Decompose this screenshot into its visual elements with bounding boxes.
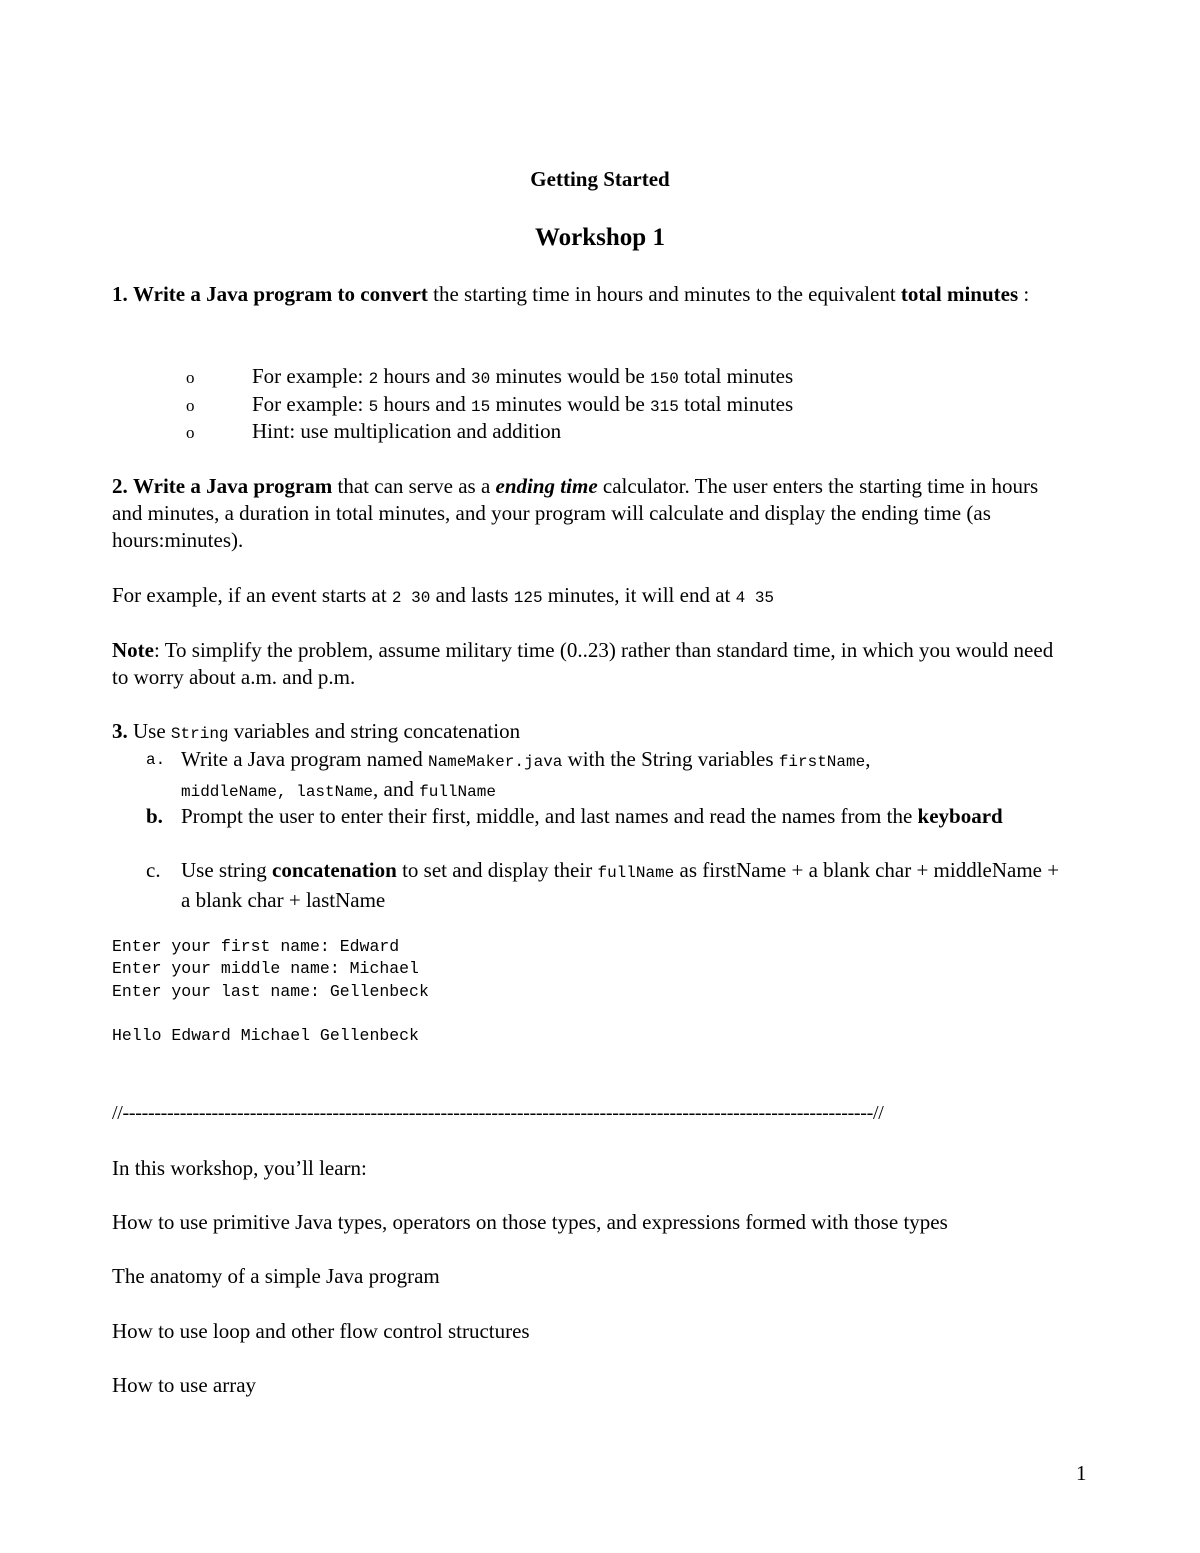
example-text: minutes, it will end at xyxy=(542,583,736,607)
item-text: as firstName + a blank char + middleName + a blank char + lastName xyxy=(181,858,1060,912)
q2-text: calculator. The user enters the starting time in hours and minutes, a duration in total minutes, and your program will calculate and display the ending time (as hours:minutes). xyxy=(112,474,1039,552)
code-value: 4 35 xyxy=(735,589,775,607)
list-marker: a. xyxy=(146,751,166,769)
bullet-text: For example: xyxy=(252,392,369,416)
code-value: 30 xyxy=(471,370,491,388)
bullet-text: minutes would be xyxy=(490,364,651,388)
q1-bold-lead: Write a Java program to convert xyxy=(133,282,428,306)
note-text: : To simplify the problem, assume military time (0..23) rather than standard time, in which you would need to worry about a.m. and p.m. xyxy=(112,638,1054,689)
learn-intro: In this workshop, you’ll learn: xyxy=(112,1156,367,1180)
q2-example xyxy=(112,582,1072,612)
list-item xyxy=(252,391,793,421)
item-text: Write a Java program named xyxy=(181,747,428,771)
item-text: , xyxy=(865,747,871,771)
code-value: 150 xyxy=(650,370,679,388)
q1-text: the starting time in hours and minutes to the equivalent xyxy=(427,282,901,306)
item-bold: keyboard xyxy=(917,804,1003,828)
code-value: middleName xyxy=(181,783,278,801)
bullet-text: total minutes xyxy=(678,364,794,388)
bullet-text: For example: xyxy=(252,364,369,388)
list-item-b xyxy=(181,803,1061,830)
q2-text: that can serve as a xyxy=(332,474,496,498)
item-text: to set and display their xyxy=(396,858,598,882)
q3-number: 3. xyxy=(112,719,128,743)
code-value: NameMaker.java xyxy=(427,753,563,771)
item-text: with the String variables xyxy=(562,747,779,771)
bullet-marker: o xyxy=(186,396,195,415)
list-item: Hint: use multiplication and addition xyxy=(252,419,562,443)
code-value: fullName xyxy=(597,864,675,882)
code-value: fullName xyxy=(419,783,496,801)
item-text: Prompt the user to enter their first, middle, and last names and read the names from the xyxy=(181,804,918,828)
code-value: 15 xyxy=(471,398,491,416)
q2-emphasis: ending time xyxy=(495,474,598,498)
item-text: Use string xyxy=(181,858,272,882)
workshop-heading: Workshop 1 xyxy=(535,224,665,251)
list-item-c xyxy=(181,857,1061,914)
question-3 xyxy=(112,718,1072,748)
bullet-marker: o xyxy=(186,423,195,442)
code-value: 2 xyxy=(368,370,379,388)
q1-bold-tail: total minutes xyxy=(900,282,1019,306)
page-title: Getting Started xyxy=(530,167,670,191)
example-text: and lasts xyxy=(430,583,514,607)
list-marker: c. xyxy=(146,858,161,882)
code-value: 2 30 xyxy=(391,589,431,607)
learn-item: The anatomy of a simple Java program xyxy=(112,1264,440,1288)
bullet-text: minutes would be xyxy=(490,392,651,416)
code-value: String xyxy=(170,725,229,743)
q2-bold-lead: Write a Java program xyxy=(133,474,333,498)
bullet-text: hours and xyxy=(378,364,471,388)
q3-text: variables and string concatenation xyxy=(228,719,521,743)
list-item-a xyxy=(181,746,1061,806)
list-item xyxy=(252,363,793,393)
q1-number: 1. xyxy=(112,282,128,306)
code-value: 315 xyxy=(650,398,679,416)
item-bold: concatenation xyxy=(272,858,397,882)
example-text: For example, if an event starts at xyxy=(112,583,392,607)
note-label: Note xyxy=(112,638,154,662)
section-divider: //----------------------------------------------------------------------------------------------------------------------// xyxy=(112,1102,884,1124)
code-value: firstName xyxy=(778,753,866,771)
learn-item: How to use array xyxy=(112,1373,257,1397)
bullet-marker: o xyxy=(186,368,195,387)
console-line: Enter your first name: Edward xyxy=(112,937,400,956)
question-1 xyxy=(112,281,1072,308)
question-2 xyxy=(112,473,1072,554)
bullet-text: hours and xyxy=(378,392,471,416)
learn-item: How to use primitive Java types, operators on those types, and expressions formed with those types xyxy=(112,1210,948,1234)
code-value: lastName xyxy=(296,783,374,801)
console-line: Hello Edward Michael Gellenbeck xyxy=(112,1026,419,1045)
q2-note xyxy=(112,637,1072,691)
console-line: Enter your last name: Gellenbeck xyxy=(112,982,429,1001)
learn-item: How to use loop and other flow control structures xyxy=(112,1319,530,1343)
console-line: Enter your middle name: Michael xyxy=(112,959,419,978)
code-value: 125 xyxy=(513,589,543,607)
q3-text: Use xyxy=(127,719,171,743)
item-text: , xyxy=(277,783,297,801)
q2-number: 2. xyxy=(112,474,128,498)
item-text: , and xyxy=(373,777,420,801)
list-marker: b. xyxy=(146,804,163,828)
bullet-text: total minutes xyxy=(678,392,794,416)
code-value: 5 xyxy=(368,398,379,416)
page-number: 1 xyxy=(1076,1461,1087,1485)
q1-tail: : xyxy=(1018,282,1030,306)
